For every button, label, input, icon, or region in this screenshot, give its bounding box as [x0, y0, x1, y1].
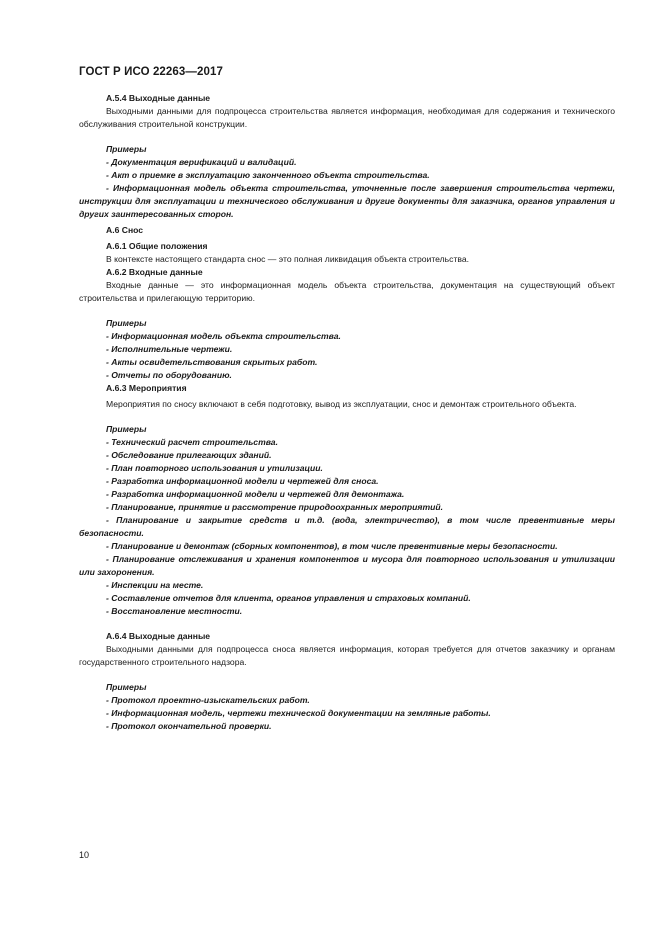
- example-item: - Акты освидетельствования скрытых работ.: [106, 357, 318, 367]
- section-heading-a63: А.6.3 Мероприятия: [106, 383, 187, 393]
- paragraph-a63: Мероприятия по сносу включают в себя подготовку, вывод из эксплуатации, снос и демонтаж строительного объекта.: [106, 399, 577, 409]
- examples-title-a62: Примеры: [106, 318, 147, 328]
- example-item: - Восстановление местности.: [106, 606, 243, 616]
- example-item: - Составление отчетов для клиента, органов управления и страховых компаний.: [106, 593, 471, 603]
- example-item: - Исполнительные чертежи.: [106, 344, 233, 354]
- example-item: - Технический расчет строительства.: [106, 437, 278, 447]
- section-heading-a62: А.6.2 Входные данные: [106, 267, 203, 277]
- example-item: - Планирование отслеживания и хранения компонентов и мусора для повторного использования и утилизации или захоронения.: [79, 554, 615, 577]
- example-item: - Планирование, принятие и рассмотрение природоохранных мероприятий.: [106, 502, 444, 512]
- example-item: - Протокол окончательной проверки.: [106, 721, 272, 731]
- example-item: - Разработка информационной модели и чертежей для демонтажа.: [106, 489, 405, 499]
- example-item: - Акт о приемке в эксплуатацию законченного объекта строительства.: [106, 170, 430, 180]
- section-heading-a61: А.6.1 Общие положения: [106, 241, 208, 251]
- example-item: - Информационная модель, чертежи технической документации на земляные работы.: [106, 708, 491, 718]
- examples-title-a54: Примеры: [106, 144, 147, 154]
- example-item: - Разработка информационной модели и чертежей для сноса.: [106, 476, 379, 486]
- section-heading-a54: А.5.4 Выходные данные: [106, 93, 211, 103]
- example-item: - Обследование прилегающих зданий.: [106, 450, 272, 460]
- example-item: - Информационная модель объекта строительства, уточненные после завершения строительства чертежи, инструкции для эксплуатации и технического обслуживания и другие документы для заказчика, органов управления и других заинтересованных сторон.: [79, 183, 615, 219]
- section-heading-a64: А.6.4 Выходные данные: [106, 631, 211, 641]
- document-body: [79, 92, 615, 733]
- paragraph-a64: Выходными данными для подпроцесса сноса является информация, которая требуется для отчетов заказчику и органам государственного строительного надзора.: [79, 644, 615, 667]
- paragraph-a62: Входные данные — это информационная модель объекта строительства, документация на существующий объект строительства и прилегающую территорию.: [79, 280, 615, 303]
- examples-title-a63: Примеры: [106, 424, 147, 434]
- example-item: - Инспекции на месте.: [106, 580, 204, 590]
- paragraph-a61: В контексте настоящего стандарта снос — это полная ликвидация объекта строительства.: [106, 254, 470, 264]
- examples-title-a64: Примеры: [106, 682, 147, 692]
- example-item: - Документация верификаций и валидаций.: [106, 157, 297, 167]
- example-item: - Отчеты по оборудованию.: [106, 370, 232, 380]
- paragraph-a54: Выходными данными для подпроцесса строительства является информация, необходимая для содержания и технического обслуживания строительной конструкции.: [79, 106, 615, 129]
- page-number: 10: [79, 850, 90, 860]
- example-item: - Протокол проектно-изыскательских работ.: [106, 695, 310, 705]
- example-item: - Планирование и демонтаж (сборных компонентов), в том числе превентивные меры безопасности.: [106, 541, 558, 551]
- document-header: ГОСТ Р ИСО 22263—2017: [79, 66, 224, 78]
- example-item: - Информационная модель объекта строительства.: [106, 331, 341, 341]
- section-heading-a6: А.6 Снос: [106, 225, 144, 235]
- example-item: - План повторного использования и утилизации.: [106, 463, 323, 473]
- example-item: - Планирование и закрытие средств и т.д. (вода, электричество), в том числе превентивные меры безопасности.: [79, 515, 615, 538]
